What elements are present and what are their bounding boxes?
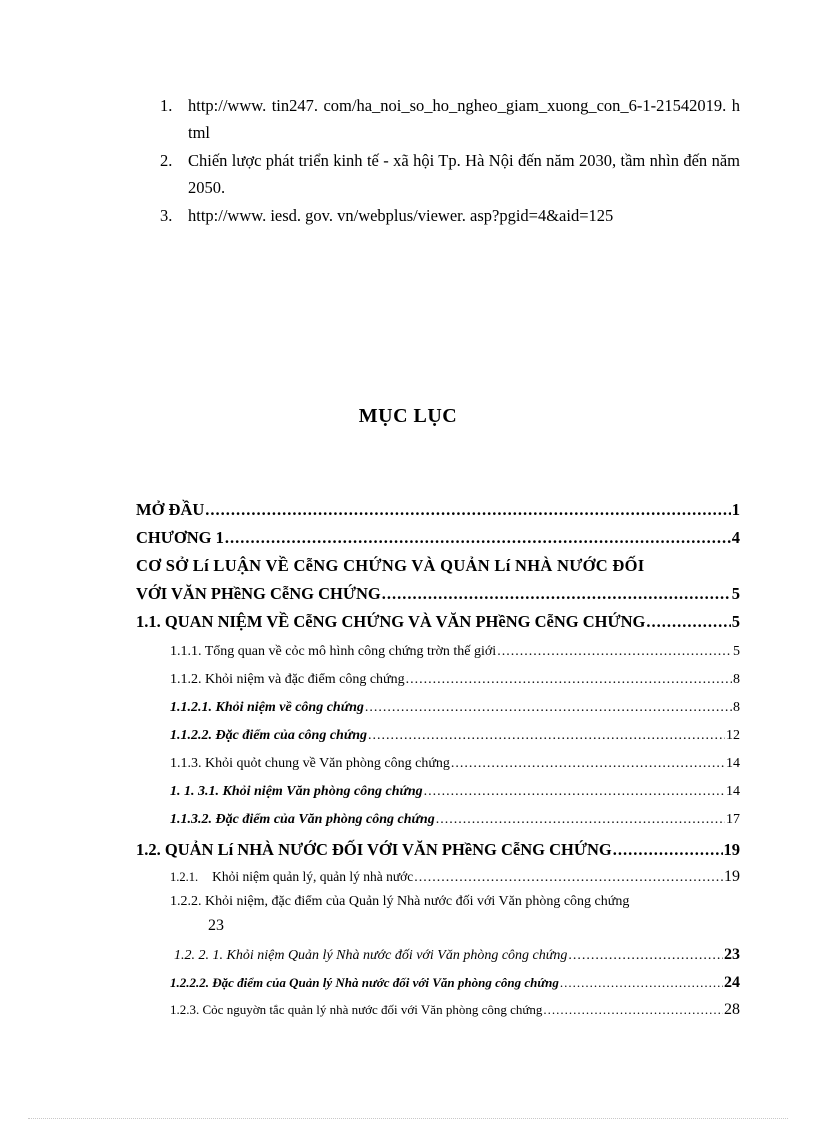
- reference-item: [160, 92, 740, 146]
- leader-dots: [382, 584, 731, 604]
- toc-entry-page: 23: [208, 917, 224, 934]
- leader-dots: [225, 528, 731, 548]
- leader-dots: [497, 644, 732, 660]
- toc-entry-label-text: Khỏi niệm quản lý, quản lý nhà nước: [212, 869, 414, 884]
- toc-entry-page: 19: [723, 840, 740, 859]
- toc-entry-label: CƠ SỞ Lí LUẬN VỀ CễNG CHỨNG VÀ QUẢN Lí NHÀ NƯỚC ĐỐI: [136, 556, 645, 575]
- reference-number: 3.: [160, 206, 173, 225]
- toc-entry-label: 1.2.1.: [170, 870, 199, 884]
- toc-entry[interactable]: [136, 812, 740, 828]
- leader-dots: [568, 948, 723, 964]
- toc-entry-page: 19: [724, 868, 740, 885]
- toc-entry[interactable]: [136, 556, 740, 576]
- toc-entry-label: 1.1.2.2. Đặc điểm của công chứng: [170, 728, 367, 743]
- toc-entry-page: 14: [726, 784, 740, 799]
- leader-dots: [424, 784, 725, 800]
- reference-item: [160, 202, 740, 229]
- toc-entry[interactable]: [136, 528, 740, 548]
- leader-dots: [560, 975, 723, 991]
- toc-title: MỤC LỤC: [358, 405, 458, 427]
- toc-entry[interactable]: [136, 700, 740, 716]
- reference-text: Chiến lược phát triển kinh tế - xã hội Tp. Hà Nội đến năm 2030, tầm nhìn đến năm 2050.: [188, 151, 740, 197]
- leader-dots: [406, 672, 732, 688]
- toc-entry[interactable]: [136, 756, 740, 772]
- toc-entry[interactable]: [136, 946, 740, 964]
- toc-entry[interactable]: [136, 644, 740, 660]
- reference-number: 1.: [160, 96, 173, 115]
- leader-dots: [368, 728, 725, 744]
- toc-entry-label: 1.1.3. Khỏi quỏt chung về Văn phòng công chứng: [170, 756, 450, 771]
- toc-entry-page: 5: [731, 584, 740, 603]
- toc-entry-label: 1.2. QUẢN Lí NHÀ NƯỚC ĐỐI VỚI VĂN PHềNG CễNG CHỨNG: [136, 840, 612, 859]
- toc-entry-page: 23: [724, 946, 740, 963]
- toc-entry-label: 1.1. QUAN NIỆM VỀ CễNG CHỨNG VÀ VĂN PHềNG CễNG CHỨNG: [136, 612, 646, 631]
- toc-entry-page: 17: [726, 812, 740, 827]
- toc-entry-label: VỚI VĂN PHềNG CễNG CHỨNG: [136, 584, 381, 603]
- toc-entry[interactable]: [136, 612, 740, 632]
- toc-entry-label: 1.2. 2. 1. Khỏi niệm Quản lý Nhà nước đối với Văn phòng công chứng: [174, 948, 568, 963]
- toc-entry-page: 14: [726, 756, 740, 771]
- reference-number: 2.: [160, 151, 173, 170]
- toc-entry-label: 1.1.2.1. Khỏi niệm về công chứng: [170, 700, 364, 715]
- leader-dots: [205, 500, 730, 520]
- toc-entry-label: 1.1.2. Khỏi niệm và đặc điểm công chứng: [170, 672, 405, 687]
- leader-dots: [646, 612, 730, 632]
- toc-entry-page: 24: [724, 974, 740, 991]
- leader-dots: [451, 756, 725, 772]
- reference-item: [160, 147, 740, 201]
- reference-list: [160, 92, 740, 230]
- leader-dots: [414, 870, 723, 886]
- toc-entry-page: 8: [733, 672, 740, 687]
- toc-entry-label: 1.2.2. Khỏi niệm, đặc điểm của Quản lý Nhà nước đối với Văn phòng công chứng: [170, 894, 630, 909]
- toc-entry[interactable]: [136, 584, 740, 604]
- toc-entry-page: 8: [733, 700, 740, 715]
- toc-entry-label: 1.2.2.2. Đặc điểm của Quản lý Nhà nước đối với Văn phòng công chứng: [170, 975, 559, 990]
- leader-dots: [365, 700, 732, 716]
- toc-entry-label: 1.1.1. Tổng quan về cỏc mô hình công chứng trờn thế giới: [170, 644, 497, 659]
- toc-entry[interactable]: [170, 890, 740, 938]
- toc-entry-page: 4: [731, 528, 740, 547]
- toc-entry-label: 1.2.3. Cỏc nguyờn tắc quản lý nhà nước đối với Văn phòng công chứng: [170, 1002, 543, 1017]
- toc-entry-page: 28: [724, 1001, 740, 1018]
- reference-link[interactable]: http://www. iesd. gov. vn/webplus/viewer. asp?pgid=4&aid=125: [188, 206, 614, 225]
- toc-entry[interactable]: [136, 728, 740, 744]
- toc-entry-label: MỞ ĐẦU: [136, 500, 205, 519]
- toc-entry-page: 1: [731, 500, 740, 519]
- page-bottom-divider: [28, 1118, 788, 1119]
- reference-link[interactable]: http://www. tin247. com/ha_noi_so_ho_ngheo_giam_xuong_con_6-1-21542019. html: [188, 96, 740, 142]
- toc-entry-page: 5: [731, 612, 740, 631]
- toc-entry[interactable]: [136, 1001, 740, 1019]
- toc-entry[interactable]: [136, 500, 740, 520]
- toc-entry[interactable]: [136, 974, 740, 992]
- leader-dots: [613, 840, 723, 860]
- toc-entry-label: 1.1.3.2. Đặc điểm của Văn phòng công chứng: [170, 812, 435, 827]
- toc-entry-label: CHƯƠNG 1: [136, 528, 224, 547]
- toc-entry-label: 1. 1. 3.1. Khỏi niệm Văn phòng công chứng: [170, 784, 423, 799]
- toc-entry-page: 5: [733, 644, 740, 659]
- toc-entry[interactable]: [136, 784, 740, 800]
- toc-entry[interactable]: [136, 868, 740, 886]
- toc-entry-page: 12: [726, 728, 740, 743]
- toc-entry[interactable]: [136, 672, 740, 688]
- toc-entry[interactable]: [136, 840, 740, 860]
- leader-dots: [436, 812, 725, 828]
- leader-dots: [543, 1002, 723, 1018]
